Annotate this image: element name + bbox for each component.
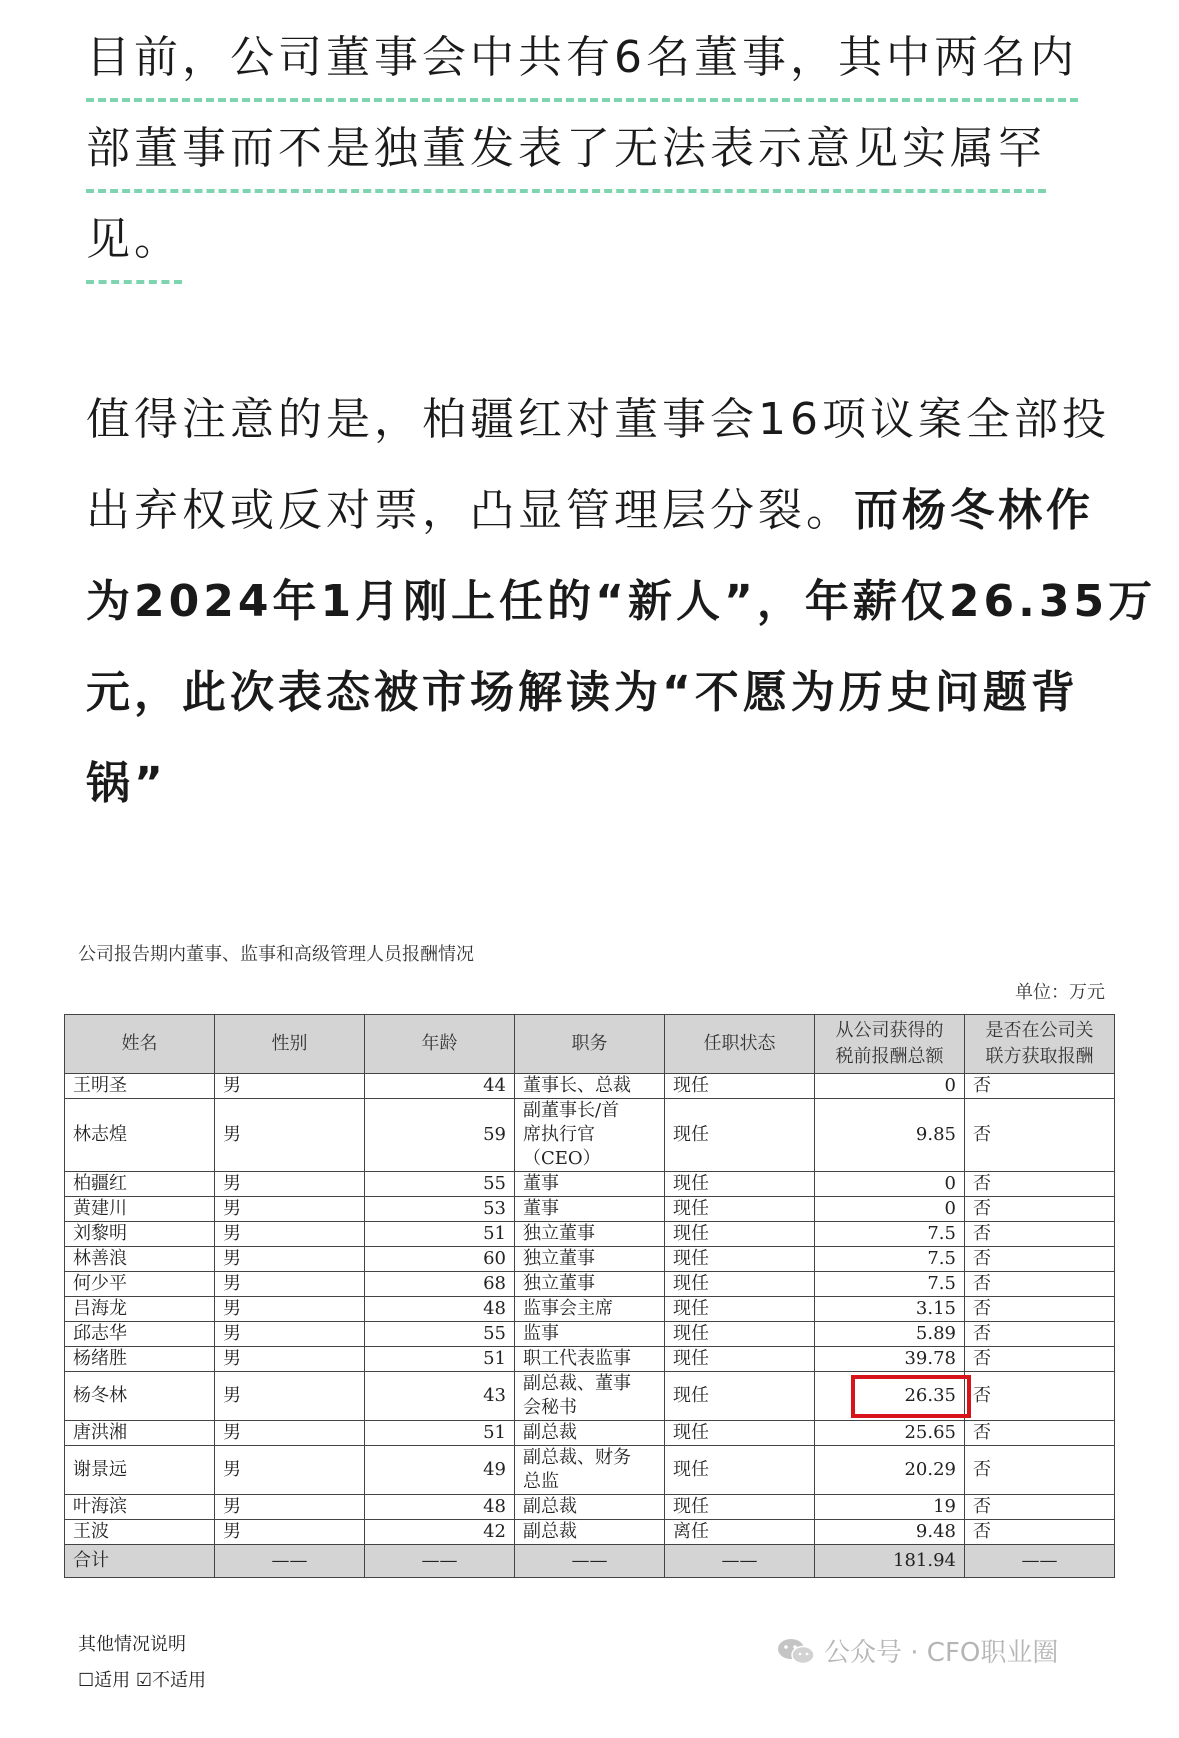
- cell-status: 现任: [665, 1272, 815, 1297]
- cell-name: 林志煌: [65, 1099, 215, 1172]
- watermark-text: 公众号 · CFO职业圈: [824, 1638, 1059, 1668]
- footer-dash: ——: [665, 1545, 815, 1578]
- cell-age: 49: [365, 1446, 515, 1495]
- table-row: [65, 1272, 1115, 1297]
- cell-pay: 3.15: [815, 1297, 965, 1322]
- table-title: 公司报告期内董事、监事和高级管理人员报酬情况: [78, 944, 474, 965]
- footer-dash: ——: [365, 1545, 515, 1578]
- cell-status: 现任: [665, 1372, 815, 1421]
- cell-age: 51: [365, 1222, 515, 1247]
- cell-gender: 男: [215, 1197, 365, 1222]
- table-row: [65, 1197, 1115, 1222]
- cell-position: 董事: [515, 1197, 665, 1222]
- cell-status: 现任: [665, 1222, 815, 1247]
- paragraph-2: [86, 382, 1157, 837]
- cell-pay: 26.35: [815, 1372, 965, 1421]
- cell-gender: 男: [215, 1172, 365, 1197]
- cell-pay: 39.78: [815, 1347, 965, 1372]
- cell-age: 48: [365, 1495, 515, 1520]
- cell-related: 否: [965, 1297, 1115, 1322]
- cell-age: 68: [365, 1272, 515, 1297]
- cell-gender: 男: [215, 1322, 365, 1347]
- cell-pay: 9.48: [815, 1520, 965, 1545]
- cell-name: 吕海龙: [65, 1297, 215, 1322]
- cell-position: 董事长、总裁: [515, 1074, 665, 1099]
- cell-name: 柏疆红: [65, 1172, 215, 1197]
- cell-name: 杨冬林: [65, 1372, 215, 1421]
- cell-related: 否: [965, 1372, 1115, 1421]
- cell-position: 董事: [515, 1172, 665, 1197]
- footer-total: 181.94: [815, 1545, 965, 1578]
- cell-status: 现任: [665, 1247, 815, 1272]
- table-header-row: [65, 1015, 1115, 1074]
- cell-gender: 男: [215, 1297, 365, 1322]
- footer-dash: ——: [215, 1545, 365, 1578]
- table-row: [65, 1074, 1115, 1099]
- table-body: [65, 1074, 1115, 1545]
- cell-status: 现任: [665, 1347, 815, 1372]
- cell-status: 现任: [665, 1421, 815, 1446]
- table-row: [65, 1099, 1115, 1172]
- cell-gender: 男: [215, 1074, 365, 1099]
- cell-gender: 男: [215, 1222, 365, 1247]
- cell-position: 监事会主席: [515, 1297, 665, 1322]
- bold-text: 而杨冬林作: [854, 485, 1094, 536]
- cell-gender: 男: [215, 1272, 365, 1297]
- cell-name: 黄建川: [65, 1197, 215, 1222]
- cell-name: 林善浪: [65, 1247, 215, 1272]
- text-line: 出弃权或反对票，凸显管理层分裂。: [86, 485, 854, 536]
- footer-dash: ——: [965, 1545, 1115, 1578]
- table-row: [65, 1322, 1115, 1347]
- table-row: [65, 1347, 1115, 1372]
- bold-text-line: 为2024年1月刚上任的“新人”，年薪仅26.35万: [86, 576, 1157, 627]
- cell-related: 否: [965, 1347, 1115, 1372]
- table-footer-row: [65, 1545, 1115, 1578]
- cell-position: 副总裁: [515, 1421, 665, 1446]
- cell-related: 否: [965, 1495, 1115, 1520]
- cell-pay: 0: [815, 1197, 965, 1222]
- cell-age: 59: [365, 1099, 515, 1172]
- text-line: 部董事而不是独董发表了无法表示意见实属罕: [86, 111, 1046, 193]
- cell-name: 杨绪胜: [65, 1347, 215, 1372]
- cell-age: 44: [365, 1074, 515, 1099]
- applicability-choices: ☐适用 ☑不适用: [78, 1670, 206, 1691]
- cell-status: 离任: [665, 1520, 815, 1545]
- cell-related: 否: [965, 1172, 1115, 1197]
- cell-pay: 7.5: [815, 1222, 965, 1247]
- cell-pay: 19: [815, 1495, 965, 1520]
- cell-status: 现任: [665, 1322, 815, 1347]
- cell-name: 邱志华: [65, 1322, 215, 1347]
- cell-pay: 5.89: [815, 1322, 965, 1347]
- highlight-box: [851, 1375, 971, 1418]
- bold-text-line: 锅”: [86, 758, 167, 809]
- cell-related: 否: [965, 1222, 1115, 1247]
- cell-status: 现任: [665, 1297, 815, 1322]
- cell-pay: 9.85: [815, 1099, 965, 1172]
- cell-gender: 男: [215, 1520, 365, 1545]
- cell-status: 现任: [665, 1074, 815, 1099]
- cell-related: 否: [965, 1272, 1115, 1297]
- footer-dash: ——: [515, 1545, 665, 1578]
- cell-related: 否: [965, 1446, 1115, 1495]
- cell-age: 51: [365, 1347, 515, 1372]
- cell-position: 监事: [515, 1322, 665, 1347]
- cell-position: 副总裁: [515, 1520, 665, 1545]
- wechat-icon: [776, 1636, 816, 1666]
- footer-label: 合计: [65, 1545, 215, 1578]
- paragraph-1: [86, 20, 1101, 293]
- bold-text-line: 元，此次表态被市场解读为“不愿为历史问题背: [86, 667, 1079, 718]
- compensation-table: [64, 1014, 1115, 1578]
- cell-pay: 7.5: [815, 1247, 965, 1272]
- cell-gender: 男: [215, 1421, 365, 1446]
- table-row: [65, 1247, 1115, 1272]
- cell-age: 42: [365, 1520, 515, 1545]
- table-row: [65, 1297, 1115, 1322]
- table-row: [65, 1446, 1115, 1495]
- cell-name: 刘黎明: [65, 1222, 215, 1247]
- text-line: 见。: [86, 202, 182, 284]
- header-pay: 从公司获得的 税前报酬总额: [815, 1015, 965, 1074]
- cell-status: 现任: [665, 1197, 815, 1222]
- cell-position: 独立董事: [515, 1222, 665, 1247]
- cell-pay: 0: [815, 1172, 965, 1197]
- cell-status: 现任: [665, 1172, 815, 1197]
- cell-age: 48: [365, 1297, 515, 1322]
- cell-status: 现任: [665, 1446, 815, 1495]
- cell-gender: 男: [215, 1446, 365, 1495]
- cell-gender: 男: [215, 1099, 365, 1172]
- cell-position: 独立董事: [515, 1272, 665, 1297]
- cell-age: 55: [365, 1172, 515, 1197]
- cell-age: 55: [365, 1322, 515, 1347]
- cell-name: 谢景远: [65, 1446, 215, 1495]
- cell-status: 现任: [665, 1495, 815, 1520]
- cell-gender: 男: [215, 1247, 365, 1272]
- cell-name: 王波: [65, 1520, 215, 1545]
- cell-name: 王明圣: [65, 1074, 215, 1099]
- cell-position: 副总裁、财务 总监: [515, 1446, 665, 1495]
- cell-position: 副董事长/首 席执行官 （CEO）: [515, 1099, 665, 1172]
- header-position: 职务: [515, 1015, 665, 1074]
- table-row: [65, 1495, 1115, 1520]
- cell-gender: 男: [215, 1495, 365, 1520]
- table-row: [65, 1172, 1115, 1197]
- text-line: 值得注意的是，柏疆红对董事会16项议案全部投: [86, 394, 1110, 445]
- header-related: 是否在公司关 联方获取报酬: [965, 1015, 1115, 1074]
- watermark: [776, 1632, 1058, 1669]
- header-status: 任职状态: [665, 1015, 815, 1074]
- cell-pay: 20.29: [815, 1446, 965, 1495]
- cell-status: 现任: [665, 1099, 815, 1172]
- cell-related: 否: [965, 1520, 1115, 1545]
- cell-gender: 男: [215, 1372, 365, 1421]
- cell-pay: 7.5: [815, 1272, 965, 1297]
- cell-age: 43: [365, 1372, 515, 1421]
- cell-name: 叶海滨: [65, 1495, 215, 1520]
- cell-position: 职工代表监事: [515, 1347, 665, 1372]
- cell-age: 53: [365, 1197, 515, 1222]
- cell-age: 60: [365, 1247, 515, 1272]
- cell-name: 何少平: [65, 1272, 215, 1297]
- table-row: [65, 1421, 1115, 1446]
- cell-gender: 男: [215, 1347, 365, 1372]
- cell-related: 否: [965, 1074, 1115, 1099]
- header-gender: 性别: [215, 1015, 365, 1074]
- cell-pay: 0: [815, 1074, 965, 1099]
- cell-related: 否: [965, 1197, 1115, 1222]
- unit-label: 单位：万元: [1015, 982, 1105, 1003]
- cell-related: 否: [965, 1421, 1115, 1446]
- table-row: [65, 1520, 1115, 1545]
- other-notes-label: 其他情况说明: [78, 1634, 186, 1655]
- cell-name: 唐洪湘: [65, 1421, 215, 1446]
- cell-age: 51: [365, 1421, 515, 1446]
- header-name: 姓名: [65, 1015, 215, 1074]
- text-line: 目前，公司董事会中共有6名董事，其中两名内: [86, 20, 1078, 102]
- cell-related: 否: [965, 1099, 1115, 1172]
- cell-pay: 25.65: [815, 1421, 965, 1446]
- table-row: [65, 1222, 1115, 1247]
- header-age: 年龄: [365, 1015, 515, 1074]
- cell-position: 副总裁: [515, 1495, 665, 1520]
- cell-position: 独立董事: [515, 1247, 665, 1272]
- cell-position: 副总裁、董事 会秘书: [515, 1372, 665, 1421]
- cell-related: 否: [965, 1322, 1115, 1347]
- cell-related: 否: [965, 1247, 1115, 1272]
